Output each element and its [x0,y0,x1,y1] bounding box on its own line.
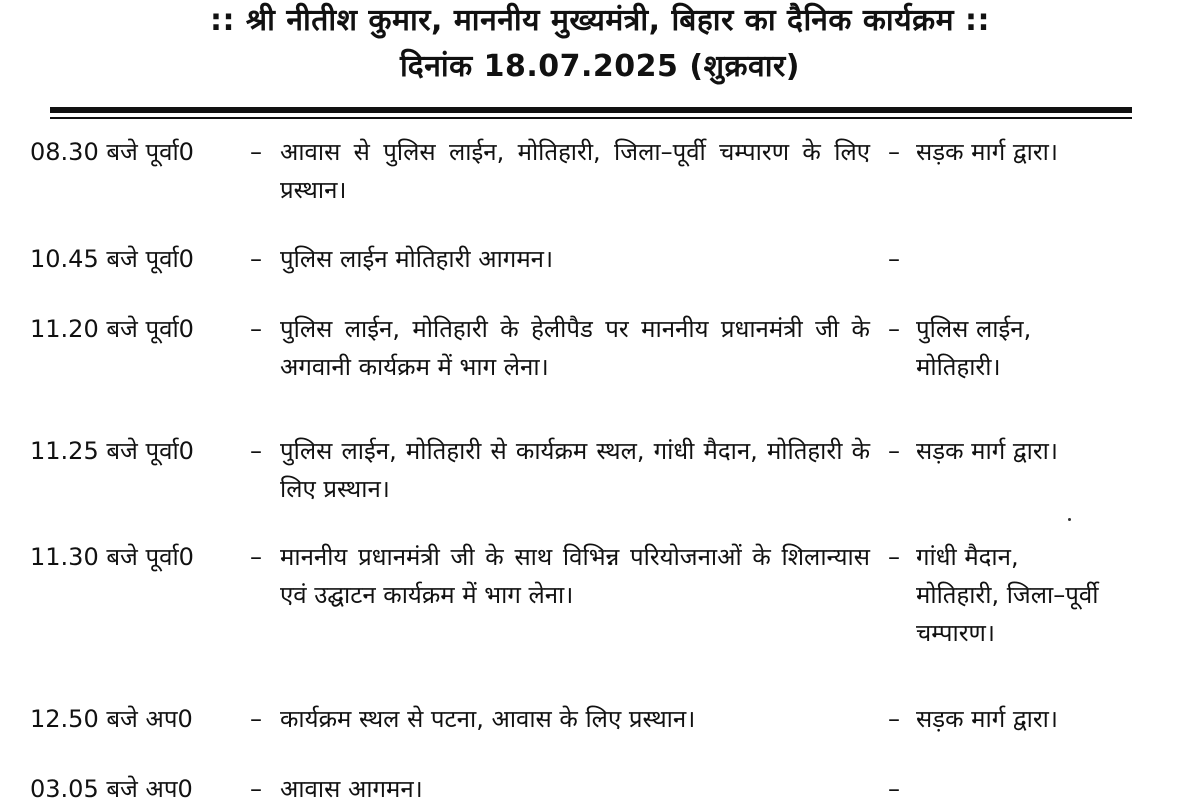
schedule-dash: – [250,315,262,343]
schedule-mode-dash: – [888,705,900,733]
schedule-mode [888,432,1188,470]
schedule-mode [888,538,1188,652]
schedule-mode-dash: – [888,543,900,571]
schedule-description: माननीय प्रधानमंत्री जी के साथ विभिन्न परियोजनाओं के शिलान्यास एवं उद्घाटन कार्यक्रम में भाग लेना। [280,543,870,609]
header-rule-thin [50,117,1132,119]
document-date: दिनांक 18.07.2025 (शुक्रवार) [400,49,800,84]
schedule-description: पुलिस लाईन मोतिहारी आगमन। [280,245,554,273]
header-rule-thick [50,107,1132,113]
schedule-mode-dash: – [888,437,900,465]
schedule-mode [888,700,1188,738]
schedule-time: 11.20 बजे पूर्वा0 [30,315,194,343]
schedule-mode [888,310,1188,386]
schedule-time: 11.25 बजे पूर्वा0 [30,437,194,465]
schedule-description: पुलिस लाईन, मोतिहारी से कार्यक्रम स्थल, गांधी मैदान, मोतिहारी के लिए प्रस्थान। [280,437,870,503]
schedule-time: 08.30 बजे पूर्वा0 [30,138,194,166]
schedule-description: आवास से पुलिस लाईन, मोतिहारी, जिला–पूर्वी चम्पारण के लिए प्रस्थान। [280,138,870,204]
schedule-dash: – [250,705,262,733]
schedule-mode-text: सड़क मार्ग द्वारा। [916,705,1058,733]
schedule-mode-text: पुलिस लाईन, मोतिहारी। [916,315,1032,381]
schedule-mode [888,240,1188,278]
schedule-mode [888,133,1188,171]
schedule-time: 03.05 बजे अप0 [30,775,193,803]
schedule-dash: – [250,775,262,803]
schedule-description: पुलिस लाईन, मोतिहारी के हेलीपैड पर माननीय प्रधानमंत्री जी के अगवानी कार्यक्रम में भाग लेना। [280,315,870,381]
schedule-dash: – [250,437,262,465]
schedule-mode-dash: – [888,138,900,166]
schedule-mode-dash: – [888,775,900,803]
document-title: :: श्री नीतीश कुमार, माननीय मुख्यमंत्री, बिहार का दैनिक कार्यक्रम :: [209,3,991,38]
schedule-mode-dash: – [888,245,900,273]
schedule-dash: – [250,138,262,166]
schedule-mode-text: सड़क मार्ग द्वारा। [916,437,1058,465]
schedule-mode-text: गांधी मैदान, मोतिहारी, जिला–पूर्वी चम्पारण। [916,543,1099,647]
schedule-time: 10.45 बजे पूर्वा0 [30,245,194,273]
schedule-mode-dash: – [888,315,900,343]
schedule-dash: – [250,543,262,571]
schedule-mode-text: सड़क मार्ग द्वारा। [916,138,1058,166]
schedule-mode [888,770,1188,808]
schedule-description: आवास आगमन। [280,775,423,803]
schedule-description: कार्यक्रम स्थल से पटना, आवास के लिए प्रस्थान। [280,705,696,733]
scan-speck [1068,518,1071,521]
schedule-dash: – [250,245,262,273]
schedule-time: 12.50 बजे अप0 [30,705,193,733]
schedule-time: 11.30 बजे पूर्वा0 [30,543,194,571]
